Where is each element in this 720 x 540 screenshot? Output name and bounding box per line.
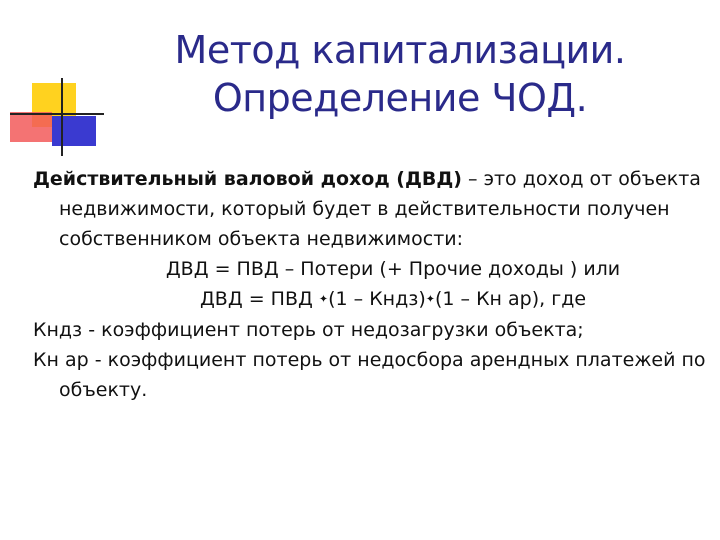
title-line-2: Определение ЧОД.: [212, 76, 588, 120]
title-line-1: Метод капитализации.: [174, 28, 626, 72]
formula-2-part-a: ДВД = ПВД: [199, 288, 319, 310]
blue-square: [52, 116, 96, 146]
multiply-sign-2: ✦: [425, 292, 435, 306]
formula-2-part-c: (1 – Кн ар), где: [434, 288, 587, 310]
formula-2-part-b: (1 – Кндз): [328, 288, 426, 310]
note-kndz: Кндз - коэффициент потерь от недозагрузки объекта;: [33, 318, 584, 341]
definition-term: Действительный валовой доход (ДВД): [33, 168, 462, 190]
slide-body: [33, 164, 713, 405]
note-knar: Кн ар - коэффициент потерь от недосбора арендных платежей по объекту.: [33, 348, 706, 401]
decorative-squares-logo: [0, 0, 110, 160]
formula-1: ДВД = ПВД – Потери (+ Прочие доходы ) или: [165, 258, 621, 280]
slide-title: [150, 26, 650, 122]
definition-paragraph: [33, 164, 713, 254]
multiply-sign-1: ✦: [318, 292, 329, 306]
red-square: [10, 112, 52, 142]
formula-2: [33, 284, 713, 315]
definition-text: – это доход от объекта недвижимости, который будет в действительности получен собственником объекта недвижимости:: [59, 168, 701, 250]
